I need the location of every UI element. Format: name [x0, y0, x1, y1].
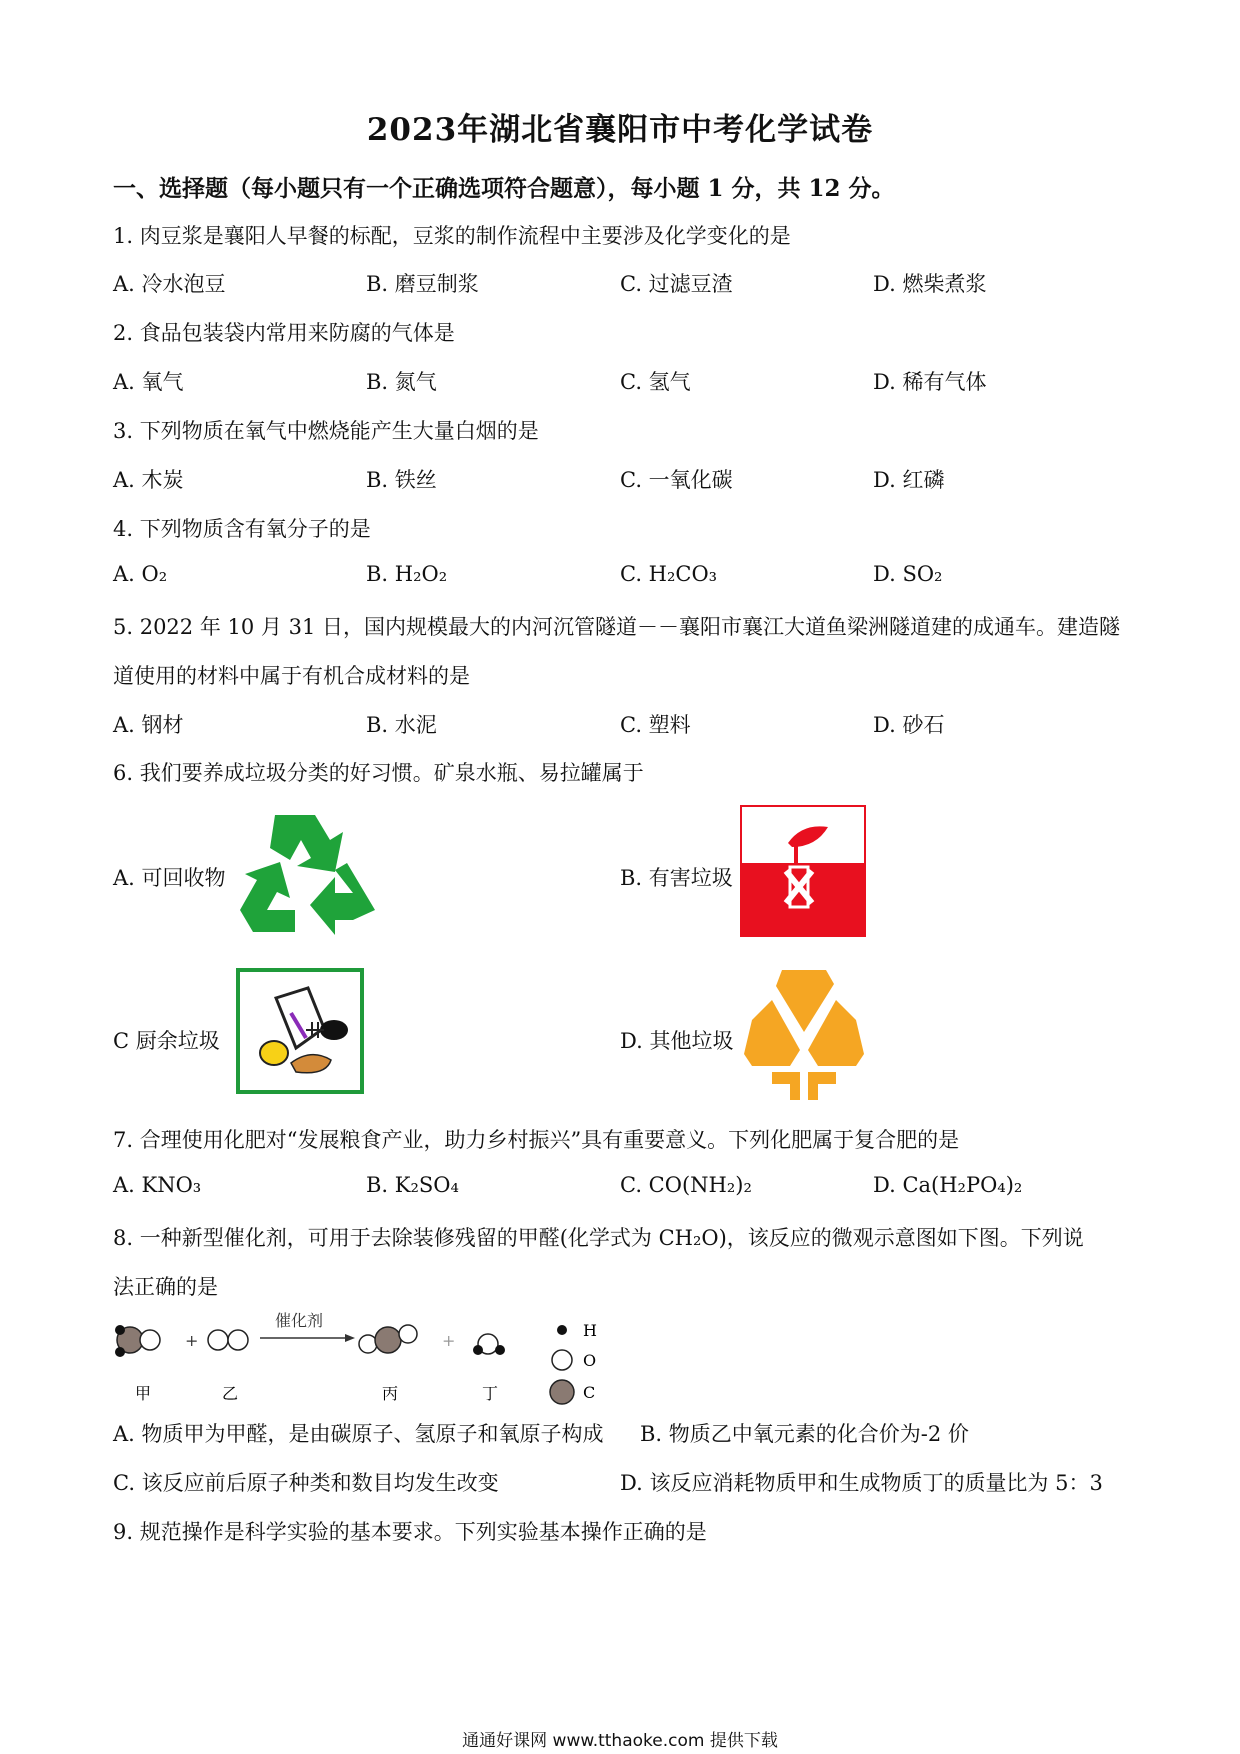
q4-option-d: D. SO₂ — [873, 562, 943, 586]
page-title: 2023年湖北省襄阳市中考化学试卷 — [366, 112, 874, 148]
q7-option-d: D. Ca(H₂PO₄)₂ — [873, 1173, 1023, 1197]
legend-c: C — [583, 1383, 596, 1402]
recycle-icon — [235, 810, 380, 940]
q6-option-a: A. 可回收物 — [113, 866, 226, 890]
question-5: 5. 2022 年 10 月 31 日，国内规模最大的内河沉管隧道－－襄阳市襄江大道鱼梁洲隧道建的成通车。建造隧 — [113, 615, 1120, 639]
q5-option-d: D. 砂石 — [873, 713, 945, 737]
question-9: 9. 规范操作是科学实验的基本要求。下列实验基本操作正确的是 — [113, 1520, 707, 1544]
q7-option-c: C. CO(NH₂)₂ — [620, 1173, 752, 1197]
q6-option-b: B. 有害垃圾 — [620, 866, 733, 890]
molecule-yi — [208, 1330, 248, 1350]
q1-option-b: B. 磨豆制浆 — [366, 272, 479, 296]
q7-option-b: B. K₂SO₄ — [366, 1173, 459, 1197]
q8-option-d: D. 该反应消耗物质甲和生成物质丁的质量比为 5：3 — [620, 1471, 1103, 1495]
q4-option-c: C. H₂CO₃ — [620, 562, 718, 586]
q1-option-c: C. 过滤豆渣 — [620, 272, 733, 296]
footer: 通通好课网 www.tthaoke.com 提供下载 — [462, 1731, 778, 1751]
q4-option-a: A. O₂ — [113, 562, 168, 586]
hazardous-waste-icon — [740, 805, 866, 937]
molecule-ding — [473, 1334, 505, 1355]
q5-option-c: C. 塑料 — [620, 713, 691, 737]
q8-option-a: A. 物质甲为甲醛，是由碳原子、氢原子和氧原子构成 — [113, 1422, 604, 1446]
plus-sign-2: + — [442, 1331, 456, 1350]
label-ding: 丁 — [482, 1384, 499, 1403]
question-8: 8. 一种新型催化剂，可用于去除装修残留的甲醛(化学式为 CH₂O)，该反应的微观示意图如下图。下列说 — [113, 1226, 1084, 1250]
label-bing: 丙 — [382, 1384, 399, 1403]
q8-option-b: B. 物质乙中氧元素的化合价为-2 价 — [640, 1422, 969, 1446]
atom-legend — [550, 1321, 597, 1404]
q2-option-c: C. 氢气 — [620, 370, 691, 394]
q4-option-b: B. H₂O₂ — [366, 562, 448, 586]
question-1: 1. 肉豆浆是襄阳人早餐的标配，豆浆的制作流程中主要涉及化学变化的是 — [113, 224, 791, 248]
question-6: 6. 我们要养成垃圾分类的好习惯。矿泉水瓶、易拉罐属于 — [113, 761, 644, 785]
question-8-cont: 法正确的是 — [113, 1275, 218, 1299]
question-7: 7. 合理使用化肥对“发展粮食产业，助力乡村振兴”具有重要意义。下列化肥属于复合肥的是 — [113, 1128, 960, 1152]
plus-sign-1: + — [185, 1331, 199, 1350]
q2-option-a: A. 氧气 — [113, 370, 184, 394]
q3-option-a: A. 木炭 — [113, 468, 184, 492]
other-waste-icon — [742, 960, 866, 1108]
legend-h: H — [583, 1321, 597, 1340]
q1-option-d: D. 燃柴煮浆 — [873, 272, 987, 296]
q6-option-d: D. 其他垃圾 — [620, 1029, 734, 1053]
molecule-bing — [359, 1325, 417, 1353]
q8-option-c: C. 该反应前后原子种类和数目均发生改变 — [113, 1471, 499, 1495]
q3-option-d: D. 红磷 — [873, 468, 945, 492]
label-jia: 甲 — [135, 1384, 152, 1403]
q5-option-b: B. 水泥 — [366, 713, 437, 737]
question-3: 3. 下列物质在氧气中燃烧能产生大量白烟的是 — [113, 419, 539, 443]
q3-option-c: C. 一氧化碳 — [620, 468, 733, 492]
q2-option-d: D. 稀有气体 — [873, 370, 987, 394]
molecule-jia — [115, 1325, 160, 1357]
q6-option-c: C 厨余垃圾 — [113, 1029, 220, 1053]
reaction-diagram — [110, 1310, 610, 1410]
section-heading: 一、选择题（每小题只有一个正确选项符合题意），每小题 1 分，共 12 分。 — [113, 175, 895, 202]
q5-option-a: A. 钢材 — [113, 713, 184, 737]
kitchen-waste-icon — [236, 968, 364, 1094]
question-5-cont: 道使用的材料中属于有机合成材料的是 — [113, 664, 470, 688]
question-4: 4. 下列物质含有氧分子的是 — [113, 517, 371, 541]
question-2: 2. 食品包装袋内常用来防腐的气体是 — [113, 321, 455, 345]
legend-o: O — [583, 1351, 597, 1370]
q2-option-b: B. 氮气 — [366, 370, 437, 394]
catalyst-label: 催化剂 — [275, 1311, 324, 1330]
q3-option-b: B. 铁丝 — [366, 468, 437, 492]
label-yi: 乙 — [222, 1384, 239, 1403]
q7-option-a: A. KNO₃ — [113, 1173, 202, 1197]
q1-option-a: A. 冷水泡豆 — [113, 272, 226, 296]
